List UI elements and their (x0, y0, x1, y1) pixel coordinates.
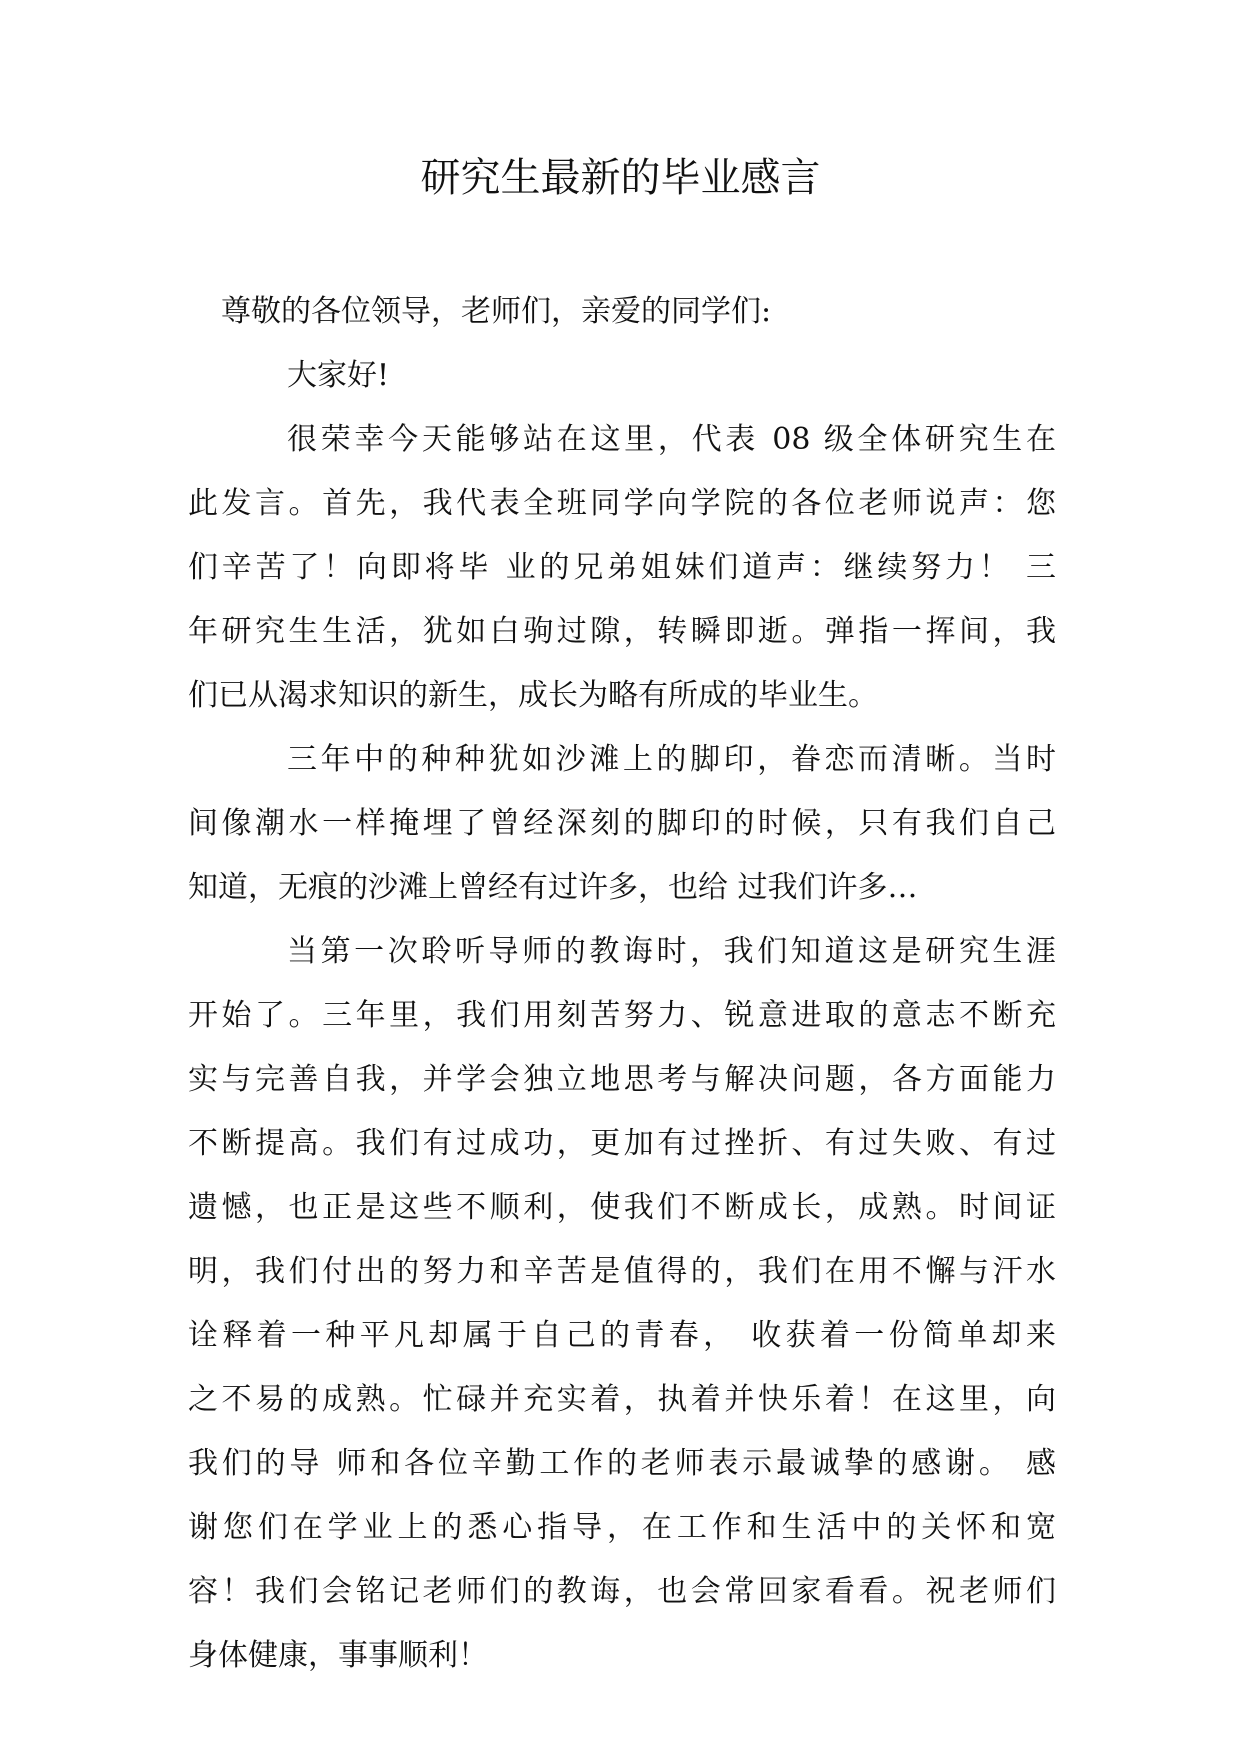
paragraph-1-line: 们已从渴求知识的新生，成长为略有所成的毕业生。 (188, 678, 878, 713)
paragraph-3-line: 遗憾，也正是这些不顺利，使我们不断成长，成熟。时间证 (188, 1190, 1056, 1225)
greeting-line: 大家好! (287, 358, 390, 393)
paragraph-2-line: 三年中的种种犹如沙滩上的脚印，眷恋而清晰。当时 (287, 742, 1056, 777)
paragraph-2-line: 间像潮水一样掩埋了曾经深刻的脚印的时候，只有我们自己 (188, 806, 1056, 841)
document-title: 研究生最新的毕业感言 (420, 155, 821, 201)
paragraph-3-line: 诠释着一种平凡却属于自己的青春， 收获着一份简单却来 (188, 1318, 1056, 1353)
paragraph-1-line: 很荣幸今天能够站在这里，代表 08 级全体研究生在 (287, 422, 1056, 457)
paragraph-3-line: 之不易的成熟。忙碌并充实着，执着并快乐着！在这里，向 (188, 1382, 1056, 1417)
paragraph-3-line: 容！我们会铭记老师们的教诲，也会常回家看看。祝老师们 (188, 1574, 1056, 1609)
paragraph-1-line: 们辛苦了！向即将毕 业的兄弟姐妹们道声：继续努力！ 三 (188, 550, 1056, 585)
paragraph-3-line: 我们的导 师和各位辛勤工作的老师表示最诚挚的感谢。 感 (188, 1446, 1056, 1481)
paragraph-3-line: 谢您们在学业上的悉心指导，在工作和生活中的关怀和宽 (188, 1510, 1056, 1545)
paragraph-1-line: 年研究生生活，犹如白驹过隙，转瞬即逝。弹指一挥间，我 (188, 614, 1056, 649)
paragraph-3-line: 开始了。三年里，我们用刻苦努力、锐意进取的意志不断充 (188, 998, 1056, 1033)
paragraph-3-line: 不断提高。我们有过成功，更加有过挫折、有过失败、有过 (188, 1126, 1056, 1161)
document-body (188, 280, 1056, 1688)
paragraph-1-line: 此发言。首先，我代表全班同学向学院的各位老师说声：您 (188, 486, 1056, 521)
paragraph-3-line: 实与完善自我，并学会独立地思考与解决问题，各方面能力 (188, 1062, 1056, 1097)
paragraph-3-line: 明，我们付出的努力和辛苦是值得的，我们在用不懈与汗水 (188, 1254, 1056, 1289)
paragraph-3-line: 身体健康，事事顺利！ (188, 1638, 488, 1673)
paragraph-3-line: 当第一次聆听导师的教诲时，我们知道这是研究生涯 (287, 934, 1056, 969)
salutation-line: 尊敬的各位领导，老师们，亲爱的同学们: (221, 294, 772, 329)
paragraph-2-line: 知道，无痕的沙滩上曾经有过许多，也给 过我们许多… (188, 870, 918, 905)
